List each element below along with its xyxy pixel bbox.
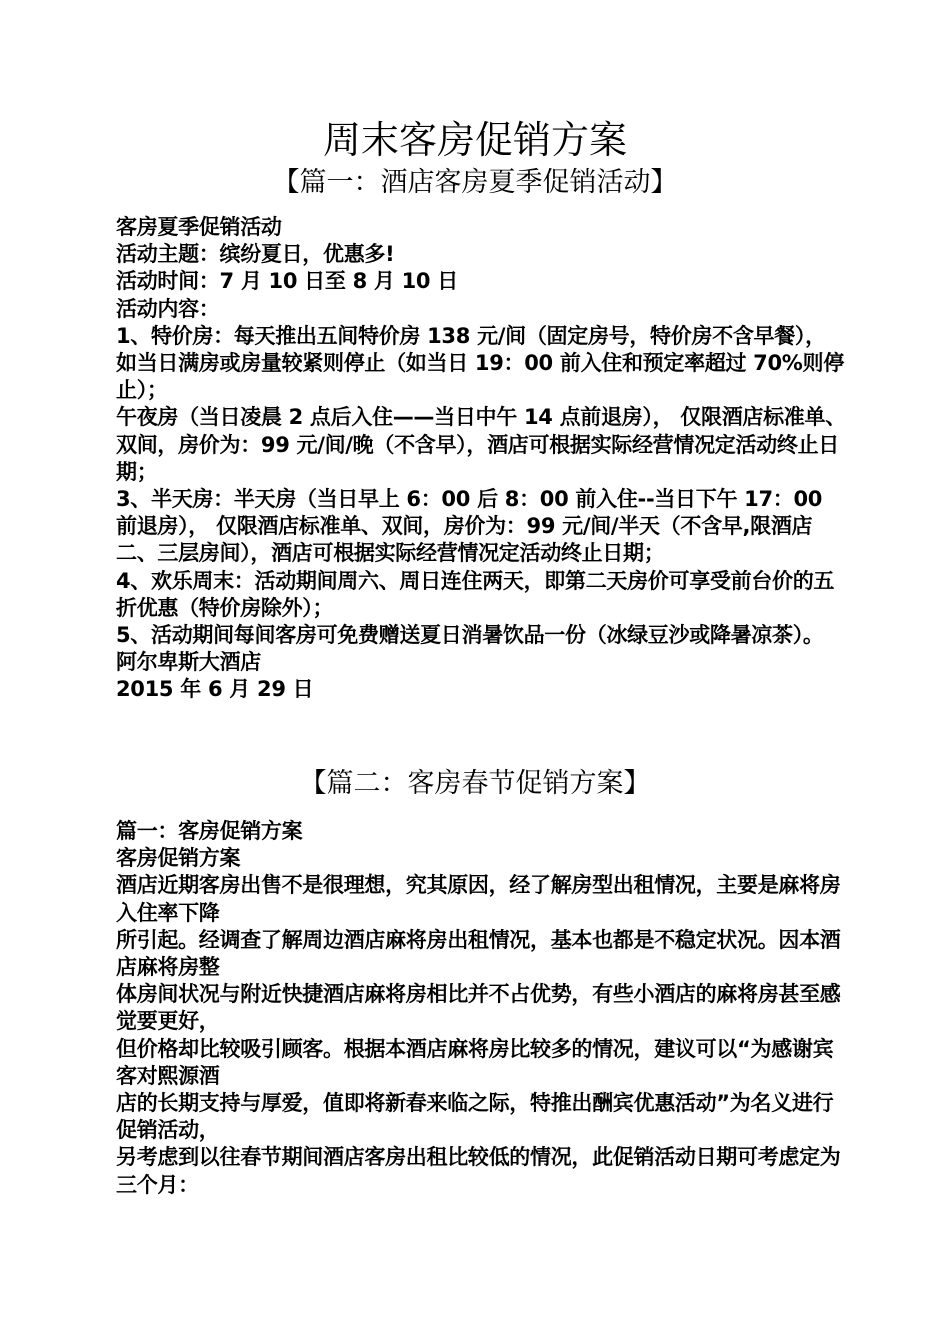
section-2-paragraph: 店的长期支持与厚爱，值即将新春来临之际，特推出酬宾优惠活动”为名义进行促销活动， [116,1091,834,1143]
section-2-subtitle: 篇一：客房促销方案 [116,819,303,843]
activity-theme: 活动主题：缤纷夏日，优惠多! [116,242,395,267]
item-midnight-room: 午夜房（当日凌晨 2 点后入住——当日中午 14 点前退房）， 仅限酒店标准单、双间，房价为：99 元/间/晚（不含早），酒店可根据实际经营情况定活动终止日期； [116,405,846,484]
item-happy-weekend: 4、欢乐周末：活动期间周六、周日连住两天，即第二天房价可享受前台价的五折优惠（特价房除外）； [116,568,835,620]
hotel-signature: 阿尔卑斯大酒店 [116,650,261,675]
section-2-paragraph: 所引起。经调查了解周边酒店麻将房出租情况，基本也都是不稳定状况。因本酒店麻将房整 [116,927,841,980]
section-1-subtitle: 客房夏季促销活动 [116,215,282,239]
signature-date: 2015 年 6 月 29 日 [116,677,314,702]
section-2-paragraph: 但价格却比较吸引顾客。根据本酒店麻将房比较多的情况，建议可以“为感谢宾客对熙源酒 [116,1036,834,1088]
section-2-body [116,818,846,1199]
activity-content-label: 活动内容： [116,296,220,321]
item-free-drink: 5、活动期间每间客房可免费赠送夏日消暑饮品一份（冰绿豆沙或降暑凉茶）。 [116,623,824,648]
section-2-paragraph: 酒店近期客房出售不是很理想，究其原因，经了解房型出租情况，主要是麻将房入住率下降 [116,873,841,925]
item-special-room: 1、特价房：每天推出五间特价房 138 元/间（固定房号，特价房不含早餐），如当日满房或房量较紧则停止（如当日 19：00 前入住和预定率超过 70%则停止）； [116,323,844,403]
section-2-paragraph: 体房间状况与附近快捷酒店麻将房相比并不占优势，有些小酒店的麻将房甚至感觉要更好， [116,982,841,1034]
section-1-heading: 【篇一：酒店客房夏季促销活动】 [272,167,678,198]
section-1-body [116,214,846,704]
item-half-day-room: 3、半天房：半天房（当日早上 6：00 后 8：00 前入住--当日下午 17：00 前退房）， 仅限酒店标准单、双间，房价为：99 元/间/半天（不含早,限酒店二、三层房间），酒店可根据实际经营情况定活动终止日期； [116,487,823,566]
document-title: 周末客房促销方案 [322,118,627,162]
section-2-heading: 【篇二：客房春节促销方案】 [299,768,651,799]
section-2-subheading: 客房促销方案 [116,846,241,871]
section-2-paragraph: 另考虑到以往春节期间酒店客房出租比较低的情况，此促销活动日期可考虑定为三个月： [116,1145,841,1197]
activity-time: 活动时间：7 月 10 日至 8 月 10 日 [116,269,458,294]
